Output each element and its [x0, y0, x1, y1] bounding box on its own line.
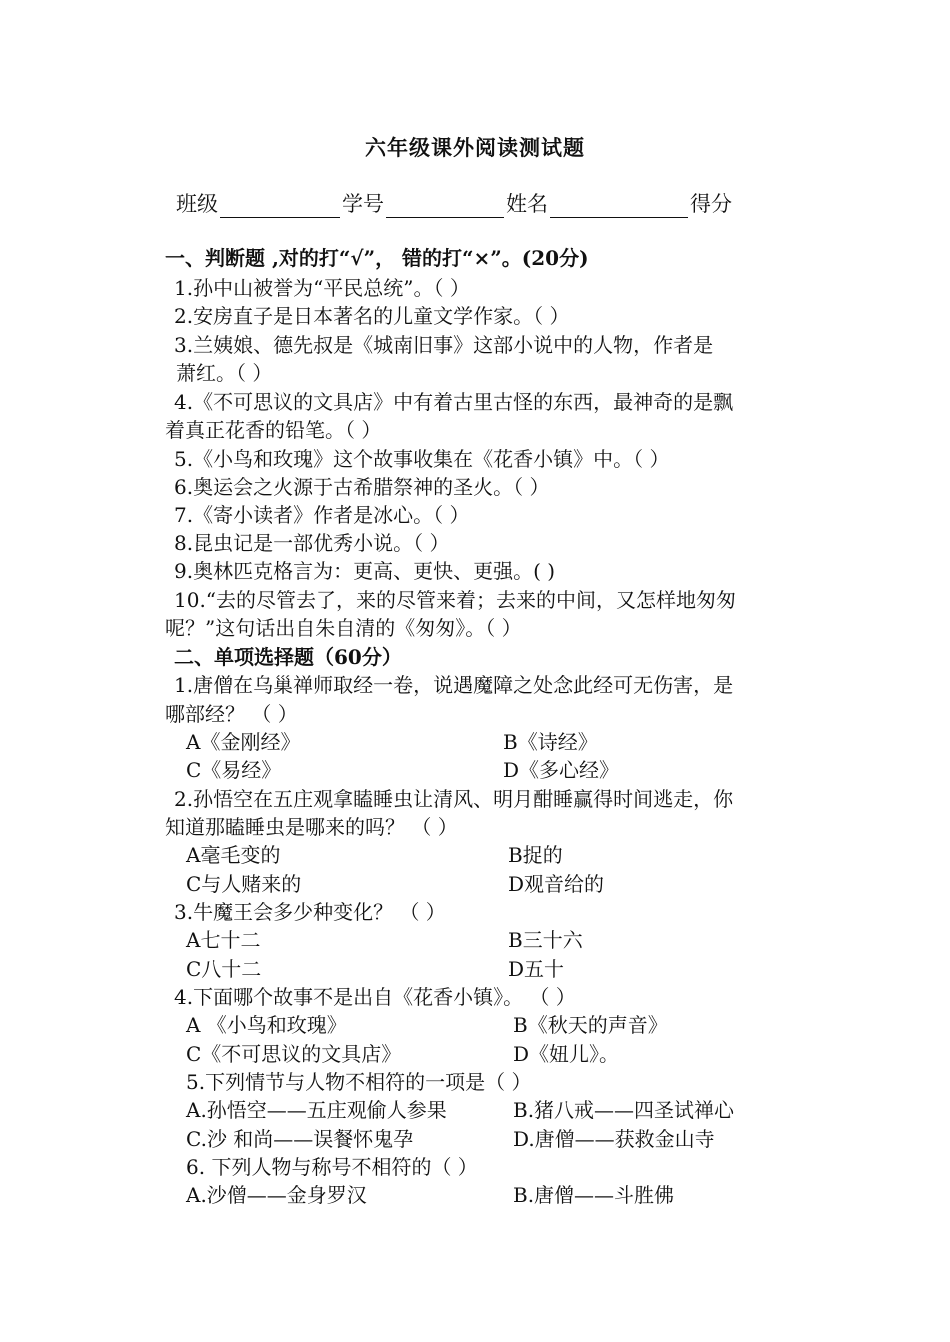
s1-question-1: 1.孙中山被誉为“平民总统”。（ ） [174, 276, 470, 300]
s1-question-4-line1: 4.《不可思议的文具店》中有着古里古怪的东西，最神奇的是飘 [174, 390, 734, 414]
s2-q3-option-c: C八十二 [186, 957, 262, 981]
number-blank [386, 193, 504, 218]
s2-q1-option-c: C《易经》 [186, 758, 282, 782]
s1-question-9: 9.奥林匹克格言为：更高、更快、更强。( ) [174, 559, 556, 583]
s2-question-3: 3.牛魔王会多少种变化？ （ ） [174, 900, 446, 924]
s2-q5-option-b: B.猪八戒——四圣试禅心 [513, 1098, 735, 1122]
s2-q1-option-b: B《诗经》 [503, 730, 598, 754]
student-info-line [176, 188, 732, 218]
s2-q5-option-a: A.孙悟空——五庄观偷人参果 [186, 1098, 447, 1122]
s2-q1-option-a: A《金刚经》 [186, 730, 301, 754]
s2-q2-option-a: A毫毛变的 [186, 843, 281, 867]
s2-question-4: 4.下面哪个故事不是出自《花香小镇》。 （ ） [174, 985, 576, 1009]
section2-heading: 二、单项选择题（60分） [174, 645, 402, 669]
s2-q2-option-b: B捉的 [508, 843, 563, 867]
s2-q3-option-d: D五十 [508, 957, 565, 981]
s2-question-2-line1: 2.孙悟空在五庄观拿瞌睡虫让清风、明月酣睡赢得时间逃走，你 [174, 787, 734, 811]
s2-q4-option-c: C《不可思议的文具店》 [186, 1042, 402, 1066]
s2-q4-option-d: D《妞儿》。 [513, 1042, 620, 1066]
s2-q3-option-b: B三十六 [508, 928, 583, 952]
s1-question-4-line2: 着真正花香的铅笔。（ ） [165, 418, 382, 442]
section1-heading: 一、判断题 ,对的打“√”， 错的打“×”。(20分) [165, 246, 589, 270]
s1-question-8: 8.昆虫记是一部优秀小说。（ ） [174, 531, 450, 555]
s2-q4-option-b: B《秋天的声音》 [513, 1013, 668, 1037]
s2-q3-option-a: A七十二 [186, 928, 261, 952]
s2-question-5: 5.下列情节与人物不相符的一项是（ ） [186, 1070, 532, 1094]
s2-question-2-line2: 知道那瞌睡虫是哪来的吗？ （ ） [165, 815, 458, 839]
s1-question-6: 6.奥运会之火源于古希腊祭神的圣火。（ ） [174, 475, 550, 499]
s2-question-1-line1: 1.唐僧在乌巢禅师取经一卷，说遇魔障之处念此经可无伤害，是 [174, 673, 734, 697]
s2-q4-option-a: A 《小鸟和玫瑰》 [186, 1013, 347, 1037]
score-label: 得分 [690, 192, 732, 216]
s1-question-3-line1: 3.兰姨娘、德先叔是《城南旧事》这部小说中的人物，作者是 [174, 333, 714, 357]
page-title: 六年级课外阅读测试题 [365, 135, 585, 160]
s1-question-2: 2.安房直子是日本著名的儿童文学作家。（ ） [174, 304, 570, 328]
s2-question-6: 6. 下列人物与称号不相符的（ ） [186, 1155, 478, 1179]
s2-question-1-line2: 哪部经？ （ ） [165, 702, 298, 726]
s1-question-5: 5.《小鸟和玫瑰》这个故事收集在《花香小镇》中。（ ） [174, 447, 670, 471]
s2-q6-option-a: A.沙僧——金身罗汉 [186, 1183, 367, 1207]
s2-q6-option-b: B.唐僧——斗胜佛 [513, 1183, 675, 1207]
number-label: 学号 [342, 192, 384, 216]
s2-q2-option-c: C与人赌来的 [186, 872, 302, 896]
name-blank [550, 193, 688, 218]
s1-question-10-line2: 呢？”这句话出自朱自清的《匆匆》。（ ） [165, 616, 522, 640]
s1-question-3-line2: 萧红。（ ） [176, 361, 273, 385]
class-label: 班级 [176, 192, 218, 216]
name-label: 姓名 [506, 192, 548, 216]
class-blank [220, 193, 340, 218]
s2-q2-option-d: D观音给的 [508, 872, 605, 896]
s1-question-7: 7.《寄小读者》作者是冰心。（ ） [174, 503, 470, 527]
s2-q5-option-c: C.沙 和尚——误餐怀鬼孕 [186, 1127, 414, 1151]
s1-question-10-line1: 10.“去的尽管去了，来的尽管来着；去来的中间，又怎样地匆匆 [174, 588, 737, 612]
s2-q1-option-d: D《多心经》 [503, 758, 620, 782]
s2-q5-option-d: D.唐僧——获救金山寺 [513, 1127, 715, 1151]
